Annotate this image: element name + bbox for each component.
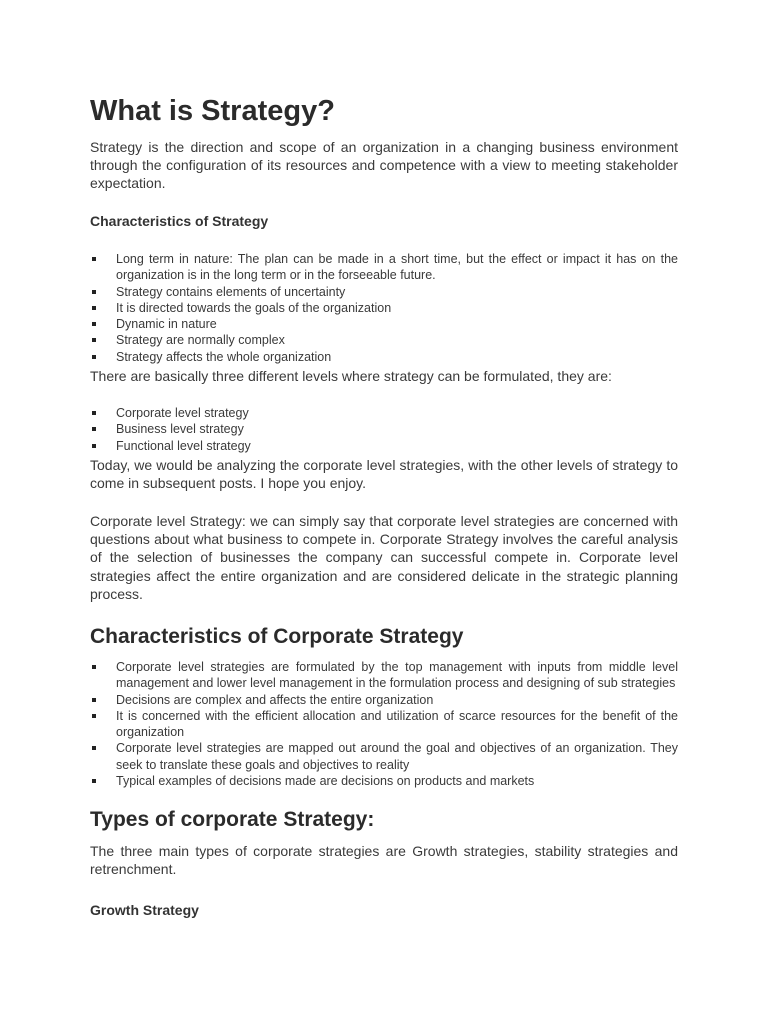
corporate-characteristics-list bbox=[90, 659, 678, 789]
square-bullet-icon bbox=[92, 427, 96, 431]
corporate-level-paragraph: Corporate level Strategy: we can simply say that corporate level strategies are concerned with questions about what business to compete in. Corporate Strategy involves the careful analysis of the selection of businesses the company can successful compete in. Corporate level strategies affect the entire organization and are considered delicate in the strategic planning process. bbox=[90, 513, 678, 602]
square-bullet-icon bbox=[92, 665, 96, 669]
list-item: Functional level strategy bbox=[90, 438, 678, 454]
square-bullet-icon bbox=[92, 746, 96, 750]
levels-intro-paragraph: There are basically three different levels where strategy can be formulated, they are: bbox=[90, 368, 612, 384]
square-bullet-icon bbox=[92, 714, 96, 718]
list-item: Dynamic in nature bbox=[90, 316, 678, 332]
levels-list bbox=[90, 405, 678, 454]
types-heading: Types of corporate Strategy: bbox=[90, 808, 375, 831]
square-bullet-icon bbox=[92, 698, 96, 702]
list-item: Strategy affects the whole organization bbox=[90, 349, 678, 365]
square-bullet-icon bbox=[92, 779, 96, 783]
intro-paragraph: Strategy is the direction and scope of an organization in a changing business environment through the configuration of its resources and competence with a view to meeting stakeholder expectation. bbox=[90, 139, 678, 192]
list-item: Corporate level strategies are formulated by the top management with inputs from middle level management and lower level management in the formulation process and designing of sub strategies bbox=[90, 659, 678, 692]
list-item: It is concerned with the efficient allocation and utilization of scarce resources for the benefit of the organization bbox=[90, 708, 678, 741]
square-bullet-icon bbox=[92, 444, 96, 448]
list-item: Strategy contains elements of uncertainty bbox=[90, 284, 678, 300]
list-item: Typical examples of decisions made are decisions on products and markets bbox=[90, 773, 678, 789]
list-item: Strategy are normally complex bbox=[90, 332, 678, 348]
square-bullet-icon bbox=[92, 411, 96, 415]
corporate-characteristics-heading: Characteristics of Corporate Strategy bbox=[90, 625, 464, 648]
list-item: Decisions are complex and affects the entire organization bbox=[90, 692, 678, 708]
list-item: Business level strategy bbox=[90, 421, 678, 437]
list-item: Corporate level strategies are mapped out around the goal and objectives of an organization. They seek to translate these goals and objectives to reality bbox=[90, 740, 678, 773]
types-paragraph: The three main types of corporate strategies are Growth strategies, stability strategies and retrenchment. bbox=[90, 843, 678, 878]
list-item: Long term in nature: The plan can be made in a short time, but the effect or impact it has on the organization is in the long term or in the forseeable future. bbox=[90, 251, 678, 284]
square-bullet-icon bbox=[92, 338, 96, 342]
characteristics-heading: Characteristics of Strategy bbox=[90, 213, 269, 229]
today-paragraph: Today, we would be analyzing the corporate level strategies, with the other levels of strategy to come in subsequent posts. I hope you enjoy. bbox=[90, 457, 678, 492]
page-title: What is Strategy? bbox=[90, 95, 335, 127]
square-bullet-icon bbox=[92, 290, 96, 294]
characteristics-list bbox=[90, 251, 678, 365]
list-item: Corporate level strategy bbox=[90, 405, 678, 421]
growth-strategy-heading: Growth Strategy bbox=[90, 902, 199, 918]
square-bullet-icon bbox=[92, 322, 96, 326]
square-bullet-icon bbox=[92, 355, 96, 359]
square-bullet-icon bbox=[92, 257, 96, 261]
list-item: It is directed towards the goals of the organization bbox=[90, 300, 678, 316]
square-bullet-icon bbox=[92, 306, 96, 310]
